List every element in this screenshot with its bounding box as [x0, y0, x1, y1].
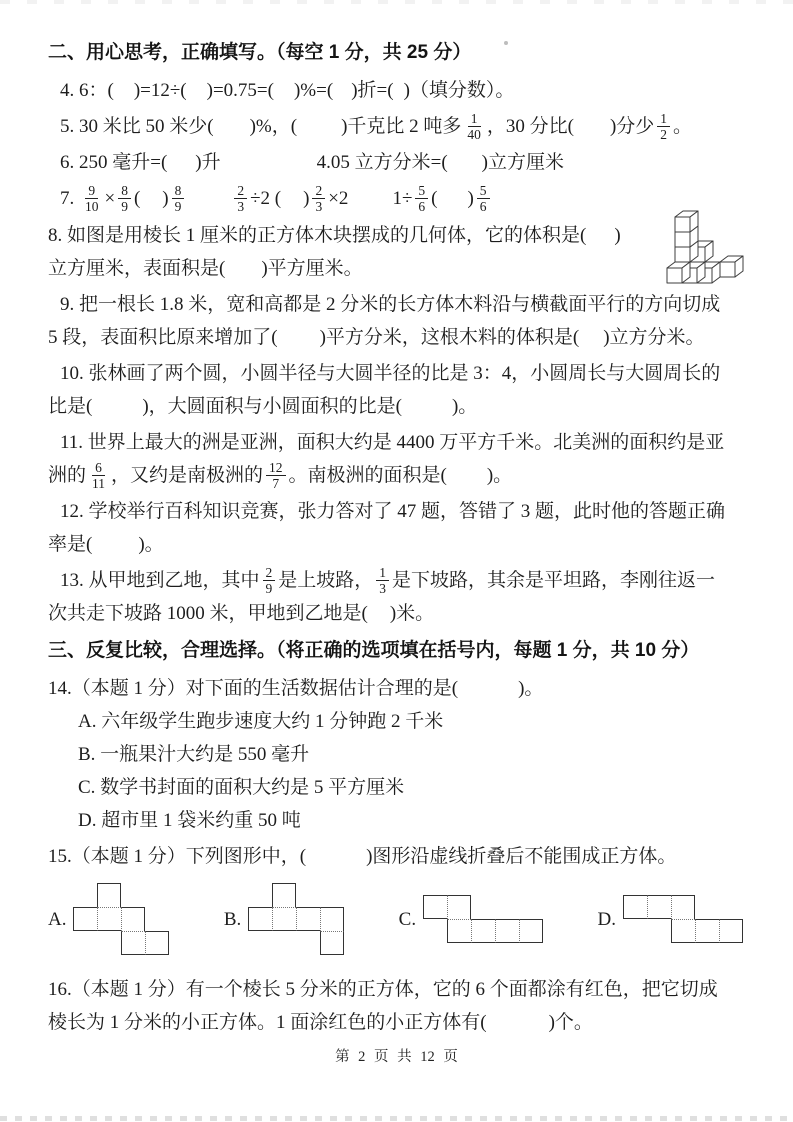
net-cell	[695, 919, 719, 943]
fraction-numerator: 6	[92, 460, 105, 476]
question-13	[48, 564, 745, 630]
question-12	[48, 495, 745, 561]
text-run: 14.（本题 1 分）对下面的生活数据估计合理的是(	[48, 678, 459, 699]
fraction	[172, 183, 185, 214]
text-run: 次共走下坡路 1000 米，甲地到乙地是(	[48, 603, 368, 624]
answer-blank-gap	[274, 95, 294, 96]
fraction	[312, 183, 325, 214]
text-run: 9. 把一根长 1.8 米，宽和高都是 2 分米的长方体木料沿与横截面平行的方向切成	[60, 293, 721, 315]
text-line	[48, 672, 745, 705]
text-run: )米。	[389, 603, 435, 624]
question-6	[48, 146, 745, 179]
fraction	[118, 183, 131, 214]
net-cell	[296, 907, 320, 931]
answer-blank-gap	[487, 1027, 549, 1028]
text-run: B. 一瓶果汁大约是 550 毫升	[78, 744, 310, 765]
question-5	[48, 110, 745, 143]
text-run: 。南极洲的面积是(	[288, 464, 447, 486]
net-cell	[519, 919, 543, 943]
fraction	[376, 565, 389, 596]
answer-blank-gap	[447, 480, 487, 481]
text-run: 率是(	[48, 533, 93, 555]
net-label: D.	[597, 909, 616, 930]
net-cell	[647, 895, 671, 919]
answer-blank-gap	[92, 549, 138, 550]
text-line	[48, 973, 745, 1006]
text-run: )，大圆面积与小圆面积的比是(	[142, 395, 402, 417]
net-option-figures	[48, 877, 745, 963]
net-cell	[471, 919, 495, 943]
net-cell	[671, 895, 695, 919]
text-run: )	[467, 188, 474, 210]
text-run: 7.	[60, 188, 79, 210]
fraction-numerator: 1	[657, 111, 670, 127]
fraction-denominator: 7	[272, 475, 280, 491]
net-grid	[248, 883, 346, 957]
answer-blank-gap	[574, 131, 610, 132]
fraction-numerator: 1	[376, 565, 389, 581]
question-7	[48, 182, 745, 215]
text-run: )。	[486, 464, 513, 486]
net-cell	[719, 919, 743, 943]
fraction-numerator: 2	[263, 565, 276, 581]
net-option	[224, 883, 346, 957]
text-line	[48, 219, 649, 252]
section2-heading: 二、用心思考，正确填写。（每空 1 分，共 25 分）	[48, 42, 472, 63]
net-cell	[423, 895, 447, 919]
text-line	[48, 252, 649, 285]
fraction-denominator: 9	[265, 580, 273, 596]
text-run: )。	[518, 678, 544, 699]
text-line	[48, 182, 745, 215]
text-run: 11. 世界上最大的洲是亚洲，面积大约是 4400 万平方千米。北美洲的面积约是亚	[60, 431, 725, 453]
text-line	[48, 321, 745, 354]
text-line	[48, 495, 745, 528]
fraction	[263, 565, 276, 596]
text-run: ÷2 (	[250, 188, 282, 210]
net-option	[48, 883, 171, 957]
fraction	[82, 183, 102, 214]
text-run: )图形沿虚线折叠后不能围成正方体。	[366, 846, 677, 867]
text-line	[48, 426, 745, 459]
text-run: )（填分数）。	[403, 80, 515, 101]
text-run: )。	[451, 395, 478, 417]
text-line	[48, 804, 745, 837]
text-line	[48, 840, 745, 873]
text-line	[48, 1006, 745, 1039]
text-run: )=0.75=(	[206, 80, 274, 101]
text-run: (	[133, 188, 141, 210]
fraction-numerator: 5	[477, 183, 490, 199]
text-run: 6. 250 毫升=(	[60, 152, 168, 174]
text-run: ×	[104, 188, 116, 210]
fraction	[657, 111, 670, 142]
fraction	[477, 183, 490, 214]
scan-edge-top-artifact	[0, 0, 793, 4]
net-cell	[671, 919, 695, 943]
net-cell	[73, 907, 97, 931]
net-cell	[272, 883, 296, 907]
fraction-denominator: 9	[174, 199, 182, 215]
text-run: 8. 如图是用棱长 1 厘米的正方体木块摆成的几何体，它的体积是(	[48, 224, 587, 246]
answer-blank-gap	[579, 342, 603, 343]
answer-blank-gap	[221, 167, 317, 168]
answer-blank-gap	[114, 95, 134, 96]
answer-blank-gap	[348, 203, 392, 204]
fraction	[89, 460, 108, 491]
net-cell	[447, 919, 471, 943]
text-line	[48, 528, 745, 561]
net-cell	[121, 931, 145, 955]
answer-blank-gap	[306, 861, 366, 862]
net-label: B.	[223, 909, 242, 930]
text-run: )。	[138, 533, 164, 555]
net-cell	[320, 931, 344, 955]
net-cell	[97, 883, 121, 907]
text-run: )平方分米，这根木料的体积是(	[319, 326, 580, 348]
fraction-denominator: 2	[660, 127, 668, 143]
text-run: )%，(	[249, 116, 298, 137]
text-line	[48, 357, 745, 390]
text-run: )	[303, 188, 310, 210]
text-line	[48, 146, 745, 179]
question-16	[48, 973, 745, 1039]
text-run: ，30 分比(	[486, 116, 574, 137]
text-line	[48, 564, 745, 597]
net-cell	[495, 919, 519, 943]
answer-blank-gap	[448, 167, 482, 168]
text-run: D. 超市里 1 袋米约重 50 吨	[78, 810, 301, 831]
text-run: )	[162, 188, 169, 210]
fraction-numerator: 12	[266, 460, 286, 476]
cube-stack-figure	[663, 203, 751, 287]
text-run: 5 段，表面积比原来增加了(	[48, 326, 278, 348]
cube-stack-svg	[663, 203, 751, 287]
text-line	[48, 705, 745, 738]
net-grid	[73, 883, 171, 957]
net-cell	[248, 907, 272, 931]
text-run: 4.05 立方分米=(	[316, 152, 448, 174]
text-run: ，又约是南极洲的	[111, 464, 264, 486]
fraction-numerator: 8	[172, 183, 185, 199]
section3-heading: 三、反复比较，合理选择。（将正确的选项填在括号内，每题 1 分，共 10 分）	[48, 640, 700, 661]
fraction	[266, 460, 286, 491]
fraction-denominator: 9	[121, 199, 128, 215]
answer-blank-gap	[225, 273, 261, 274]
text-run: 12. 学校举行百科知识竞赛，张力答对了 47 题，答错了 3 题，此时他的答题正确	[60, 500, 726, 522]
scan-edge-bottom-artifact	[0, 1116, 793, 1121]
text-run: 。	[673, 116, 693, 137]
text-run: (	[431, 188, 438, 210]
fraction-denominator: 40	[467, 127, 481, 143]
text-line	[48, 459, 745, 492]
text-run: )千克比 2 吨多	[341, 116, 462, 137]
text-run: 比是(	[48, 395, 93, 417]
text-run: 棱长为 1 分米的小正方体。1 面涂红色的小正方体有(	[48, 1012, 487, 1033]
text-run: )分少	[609, 116, 655, 137]
question-8-text	[48, 219, 649, 285]
answer-blank-gap	[140, 203, 162, 204]
net-cell	[320, 907, 344, 931]
answer-blank-gap	[297, 131, 341, 132]
answer-blank-gap	[278, 342, 320, 343]
text-run: )个。	[548, 1012, 593, 1033]
text-run: 立方厘米，表面积是(	[48, 257, 226, 279]
answer-blank-gap	[394, 95, 404, 96]
net-option	[399, 895, 545, 945]
text-run: C. 数学书封面的面积大约是 5 平方厘米	[78, 777, 405, 798]
fraction-numerator: 5	[415, 183, 428, 199]
question-10	[48, 357, 745, 423]
fraction-denominator: 3	[237, 199, 245, 215]
fraction-numerator: 1	[468, 111, 481, 127]
net-cell	[447, 895, 471, 919]
text-line	[48, 738, 745, 771]
text-run: ×2	[328, 188, 349, 210]
answer-blank-gap	[187, 95, 207, 96]
text-line	[48, 74, 745, 107]
answer-blank-gap	[187, 203, 231, 204]
text-run: )立方厘米	[481, 152, 564, 174]
answer-blank-gap	[402, 411, 452, 412]
text-run: )升	[195, 152, 221, 174]
answer-blank-gap	[368, 618, 390, 619]
text-run: )立方分米。	[603, 326, 705, 348]
text-run: )平方厘米。	[261, 257, 363, 279]
answer-blank-gap	[437, 203, 467, 204]
question-11	[48, 426, 745, 492]
answer-blank-gap	[92, 411, 142, 412]
scan-dot-artifact	[504, 41, 508, 45]
text-run: 16.（本题 1 分）有一个棱长 5 分米的正方体，它的 6 个面都涂有红色，把它切成	[48, 979, 718, 1000]
net-cell	[272, 907, 296, 931]
fraction-numerator: 8	[118, 183, 131, 199]
fraction-denominator: 10	[85, 199, 99, 215]
answer-blank-gap	[458, 693, 518, 694]
text-line	[48, 390, 745, 423]
question-15	[48, 840, 745, 873]
page-footer: 第 2 页 共 12 页	[335, 1049, 458, 1065]
fraction-numerator: 9	[85, 183, 98, 199]
fraction-numerator: 2	[234, 183, 247, 199]
answer-blank-gap	[167, 167, 195, 168]
text-run: 5. 30 米比 50 米少(	[60, 116, 214, 137]
question-14	[48, 672, 745, 837]
text-run: )=12÷(	[133, 80, 187, 101]
text-run: A. 六年级学生跑步速度大约 1 分钟跑 2 千米	[78, 711, 444, 732]
text-run: )	[614, 224, 621, 246]
fraction-denominator: 3	[315, 199, 323, 215]
net-option	[597, 895, 744, 945]
net-label: C.	[398, 909, 417, 930]
text-line	[48, 110, 745, 143]
net-cell	[623, 895, 647, 919]
net-grid	[623, 895, 745, 945]
text-run: 4. 6：(	[60, 80, 114, 101]
question-4	[48, 74, 745, 107]
fraction-denominator: 6	[479, 199, 487, 215]
question-8	[48, 219, 745, 285]
net-cell	[97, 907, 121, 931]
net-label: A.	[48, 909, 67, 930]
text-run: 洲的	[48, 464, 87, 486]
text-run: 13. 从甲地到乙地，其中	[60, 569, 260, 591]
text-run: 是上坡路，	[278, 569, 374, 591]
fraction	[415, 183, 428, 214]
net-cell	[121, 907, 145, 931]
answer-blank-gap	[586, 240, 614, 241]
answer-blank-gap	[214, 131, 250, 132]
text-run: 15.（本题 1 分）下列图形中，(	[48, 846, 307, 867]
net-grid	[423, 895, 545, 945]
text-line	[48, 288, 745, 321]
text-run: 10. 张林画了两个圆，小圆半径与大圆半径的比是 3：4，小圆周长与大圆周长的	[60, 362, 721, 384]
fraction-denominator: 6	[418, 199, 426, 215]
text-run: 1÷	[392, 188, 413, 210]
fraction	[464, 111, 484, 142]
text-line	[48, 597, 745, 630]
text-run: )折=(	[351, 80, 394, 101]
text-line	[48, 771, 745, 804]
question-9	[48, 288, 745, 354]
text-run: )%=(	[293, 80, 334, 101]
answer-blank-gap	[333, 95, 351, 96]
fraction-denominator: 11	[92, 475, 106, 491]
fraction	[234, 183, 247, 214]
fraction-numerator: 2	[312, 183, 325, 199]
answer-blank-gap	[281, 203, 303, 204]
text-run: 是下坡路，其余是平坦路，李刚往返一	[392, 569, 716, 591]
net-cell	[145, 931, 169, 955]
fraction-denominator: 3	[379, 580, 387, 596]
